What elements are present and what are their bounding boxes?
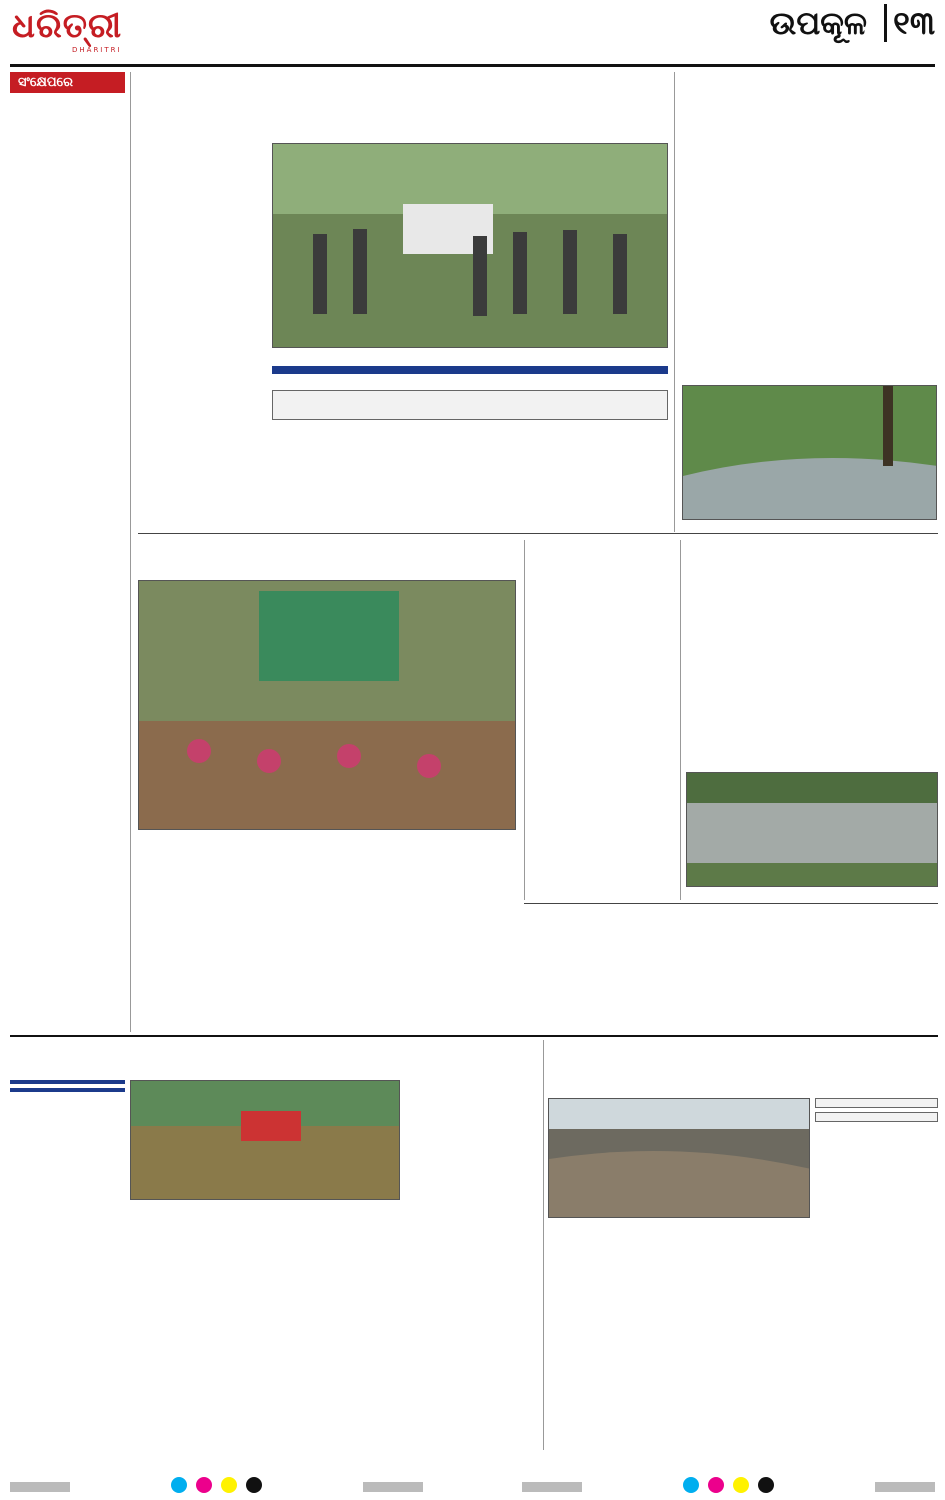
col-divider	[680, 540, 681, 900]
bottomright-photo-graphic	[549, 1099, 810, 1218]
bottomleft-photo	[130, 1080, 400, 1200]
col-divider	[130, 72, 131, 1032]
bottomright-point	[815, 1112, 938, 1122]
print-bar	[363, 1482, 423, 1492]
section-rule	[524, 903, 938, 904]
section-name: ଉପକୂଳ	[769, 4, 868, 42]
section-rule	[10, 1035, 938, 1037]
print-marks	[10, 1478, 935, 1496]
cyan-dot	[683, 1477, 699, 1493]
cmyk-dots	[681, 1477, 776, 1497]
yellow-dot	[221, 1477, 237, 1493]
topright-photo-graphic	[683, 386, 937, 520]
masthead-rule	[10, 64, 935, 67]
congress-text	[532, 950, 938, 1030]
bottomright-text	[548, 1238, 938, 1448]
bottomleft-point	[10, 1080, 125, 1084]
masthead-logo-block	[12, 6, 212, 66]
midright-text	[686, 578, 938, 768]
bottomleft-point	[10, 1088, 125, 1092]
cmyk-dots	[169, 1477, 264, 1497]
col-divider	[543, 1040, 544, 1450]
section-rule	[138, 533, 938, 534]
cyan-dot	[171, 1477, 187, 1493]
bottomleft-points	[10, 1080, 125, 1098]
lead-photo	[272, 143, 668, 348]
bottomright-points	[815, 1098, 938, 1122]
magenta-dot	[196, 1477, 212, 1493]
print-bar	[10, 1482, 70, 1492]
lead-subbox-title	[272, 366, 668, 374]
print-bar	[522, 1482, 582, 1492]
topright-text	[682, 125, 937, 380]
lead-photo-graphic	[273, 144, 668, 348]
bottomright-photo	[548, 1098, 810, 1218]
midcenter-text	[532, 598, 677, 893]
print-bar	[875, 1482, 935, 1492]
brief-text	[10, 97, 125, 1027]
midright-photo-graphic	[687, 773, 938, 887]
masthead-logo-sub: DHARITRI	[72, 46, 122, 54]
magenta-dot	[708, 1477, 724, 1493]
lead-subbox-points	[272, 390, 668, 420]
section-title	[770, 4, 935, 43]
masthead-logo: ଧରିତ୍ରୀ	[12, 6, 123, 46]
yellow-dot	[733, 1477, 749, 1493]
brief-column	[10, 72, 125, 1032]
midleft-photo	[138, 580, 516, 830]
midright-photo	[686, 772, 938, 887]
midleft-text	[138, 855, 518, 1025]
bottomleft-text	[10, 1220, 540, 1445]
black-dot	[758, 1477, 774, 1493]
topright-photo	[682, 385, 937, 520]
midleft-photo-graphic	[139, 581, 516, 830]
col-divider	[674, 72, 675, 532]
brief-label: ସଂକ୍ଷେପରେ	[10, 72, 125, 93]
lead-text-col1	[138, 145, 268, 525]
bottomleft-photo-graphic	[131, 1081, 400, 1200]
bottomright-point	[815, 1098, 938, 1108]
col-divider	[524, 540, 525, 900]
black-dot	[246, 1477, 262, 1493]
lead-text-col2	[272, 425, 668, 525]
page-number: ୧୩	[893, 4, 935, 42]
